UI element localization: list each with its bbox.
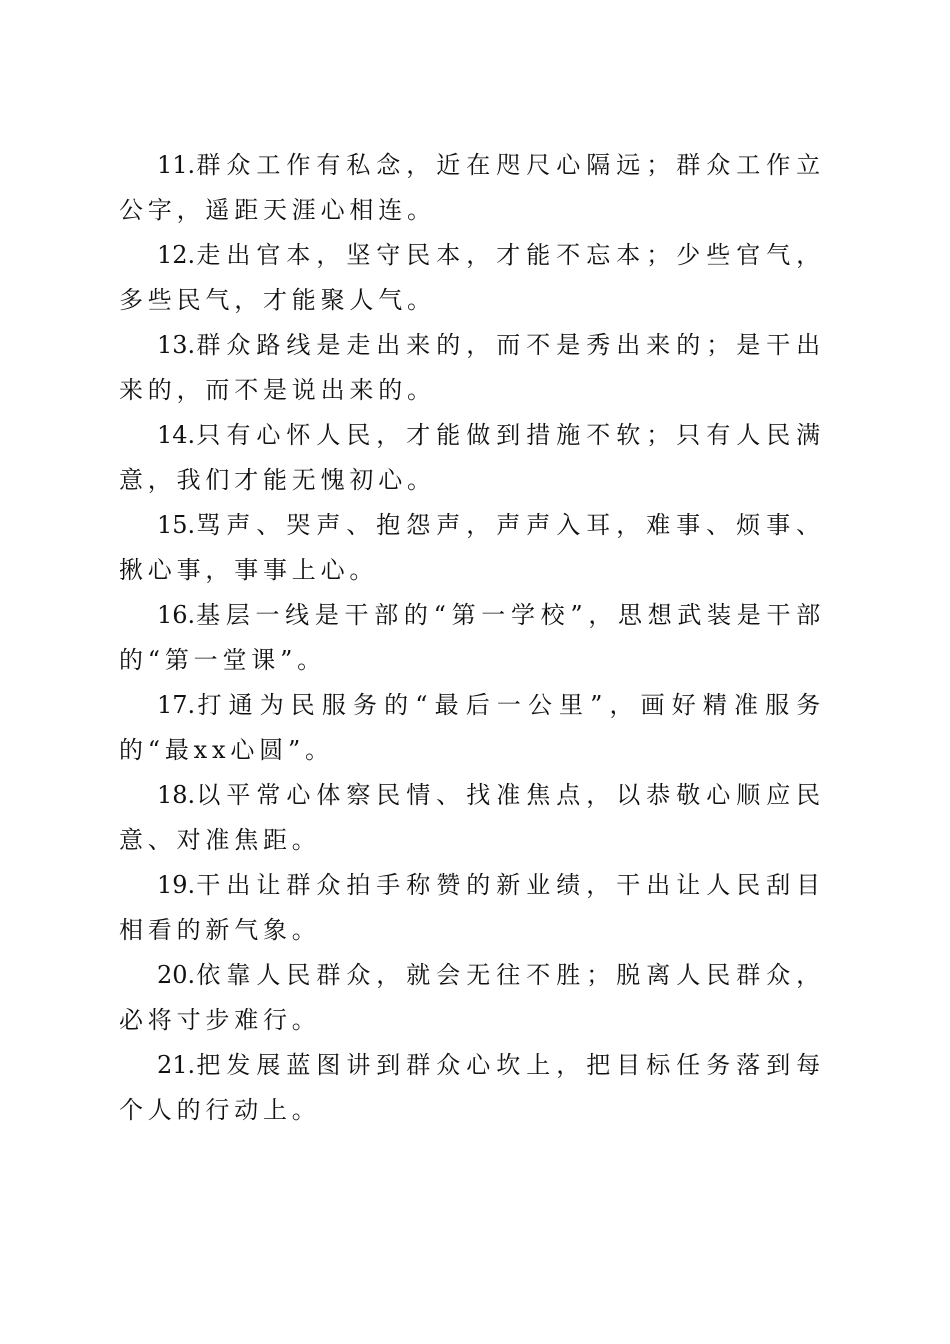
paragraph-text: 只有心怀人民，才能做到措施不软；只有人民满意，我们才能无愧初心。 (119, 421, 825, 494)
paragraph-number: 20. (157, 961, 196, 989)
paragraph-text: 走出官本，坚守民本，才能不忘本；少些官气，多些民气，才能聚人气。 (119, 241, 825, 314)
paragraph-number: 19. (157, 871, 196, 899)
paragraph-text: 依靠人民群众，就会无往不胜；脱离人民群众，必将寸步难行。 (119, 961, 825, 1034)
paragraph-text: 群众路线是走出来的，而不是秀出来的；是干出来的，而不是说出来的。 (119, 331, 825, 404)
paragraph-21 (119, 1043, 825, 1133)
paragraph-number: 15. (157, 511, 196, 539)
paragraph-number: 14. (157, 421, 196, 449)
paragraph-number: 17. (157, 691, 196, 719)
paragraph-text: 骂声、哭声、抱怨声，声声入耳，难事、烦事、揪心事，事事上心。 (119, 511, 825, 584)
paragraph-number: 18. (157, 781, 196, 809)
paragraph-number: 16. (157, 601, 196, 629)
paragraph-20 (119, 953, 825, 1043)
paragraph-15 (119, 503, 825, 593)
paragraph-11 (119, 143, 825, 233)
paragraph-18 (119, 773, 825, 863)
paragraph-text: 以平常心体察民情、找准焦点，以恭敬心顺应民意、对准焦距。 (119, 781, 825, 854)
paragraph-13 (119, 323, 825, 413)
paragraph-text: 基层一线是干部的“第一学校”，思想武装是干部的“第一堂课”。 (119, 601, 825, 674)
paragraph-number: 12. (157, 241, 196, 269)
paragraph-12 (119, 233, 825, 323)
document-body (119, 143, 825, 1133)
paragraph-number: 11. (157, 151, 196, 179)
paragraph-number: 21. (157, 1051, 196, 1079)
paragraph-text: 把发展蓝图讲到群众心坎上，把目标任务落到每个人的行动上。 (119, 1051, 825, 1124)
paragraph-14 (119, 413, 825, 503)
paragraph-16 (119, 593, 825, 683)
paragraph-19 (119, 863, 825, 953)
paragraph-text: 群众工作有私念，近在咫尺心隔远；群众工作立公字，遥距天涯心相连。 (119, 151, 825, 224)
paragraph-number: 13. (157, 331, 196, 359)
paragraph-text: 打通为民服务的“最后一公里”，画好精准服务的“最xx心圆”。 (119, 691, 825, 764)
paragraph-text: 干出让群众拍手称赞的新业绩，干出让人民刮目相看的新气象。 (119, 871, 825, 944)
paragraph-17 (119, 683, 825, 773)
